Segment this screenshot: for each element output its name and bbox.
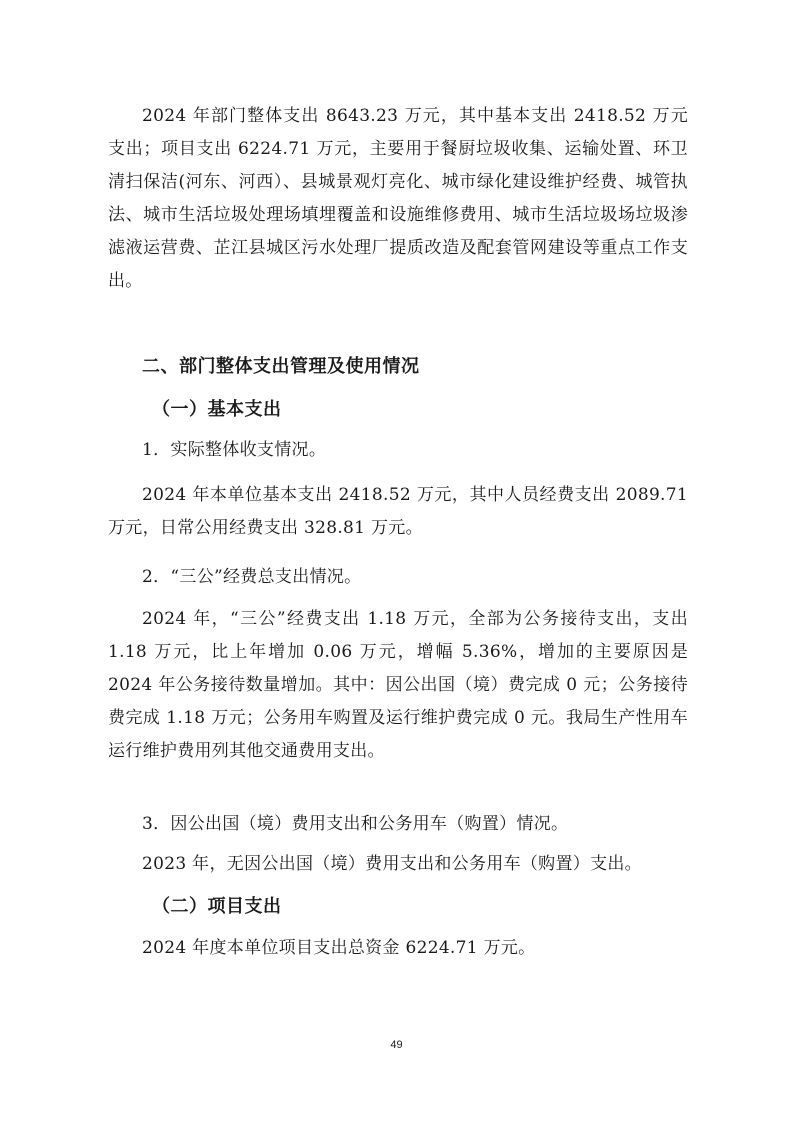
paragraph-item-1-title: 1．实际整体收支情况。 (142, 440, 327, 460)
subsection-heading-basic-expenditure: （一）基本支出 (152, 399, 282, 420)
paragraph-overall-expenditure: 2024 年部门整体支出 8643.23 万元，其中基本支出 2418.52 万元支出；项目支出 6224.71 万元，主要用于餐厨垃圾收集、运输处置、环卫清扫保洁(河东、河西）、县城景观灯亮化、城市绿化建设维护经费、城管执法、城市生活垃圾处理场填埋覆盖和设施维修费用、城市生活垃圾场垃圾渗滤液运营费、芷江县城区污水处理厂提质改造及配套管网建设等重点工作支出。 (108, 106, 688, 291)
paragraph-basic-expenditure-detail: 2024 年本单位基本支出 2418.52 万元，其中人员经费支出 2089.71 万元，日常公用经费支出 328.81 万元。 (108, 485, 688, 538)
paragraph-project-expenditure-total: 2024 年度本单位项目支出总资金 6224.71 万元。 (142, 938, 536, 958)
paragraph-three-public-expenses: 2024 年，“三公”经费支出 1.18 万元，全部为公务接待支出，支出 1.18 万元，比上年增加 0.06 万元，增幅 5.36%，增加的主要原因是 2024 年公务接待数量增加。其中：因公出国（境）费完成 0 元；公务接待费完成 1.18 万元；公务用车购置及运行维护费完成 0 元。我局生产性用车运行维护费用列其他交通费用支出。 (108, 609, 688, 761)
paragraph-item-3-title: 3．因公出国（境）费用支出和公务用车（购置）情况。 (142, 814, 569, 834)
paragraph-item-2-title: 2．“三公”经费总支出情况。 (142, 567, 362, 587)
subsection-heading-project-expenditure: （二）项目支出 (152, 896, 282, 917)
page-number: 49 (390, 1039, 403, 1051)
paragraph-2023-abroad-vehicle: 2023 年，无因公出国（境）费用支出和公务用车（购置）支出。 (142, 854, 642, 874)
section-heading-expenditure-management: 二、部门整体支出管理及使用情况 (142, 356, 420, 377)
